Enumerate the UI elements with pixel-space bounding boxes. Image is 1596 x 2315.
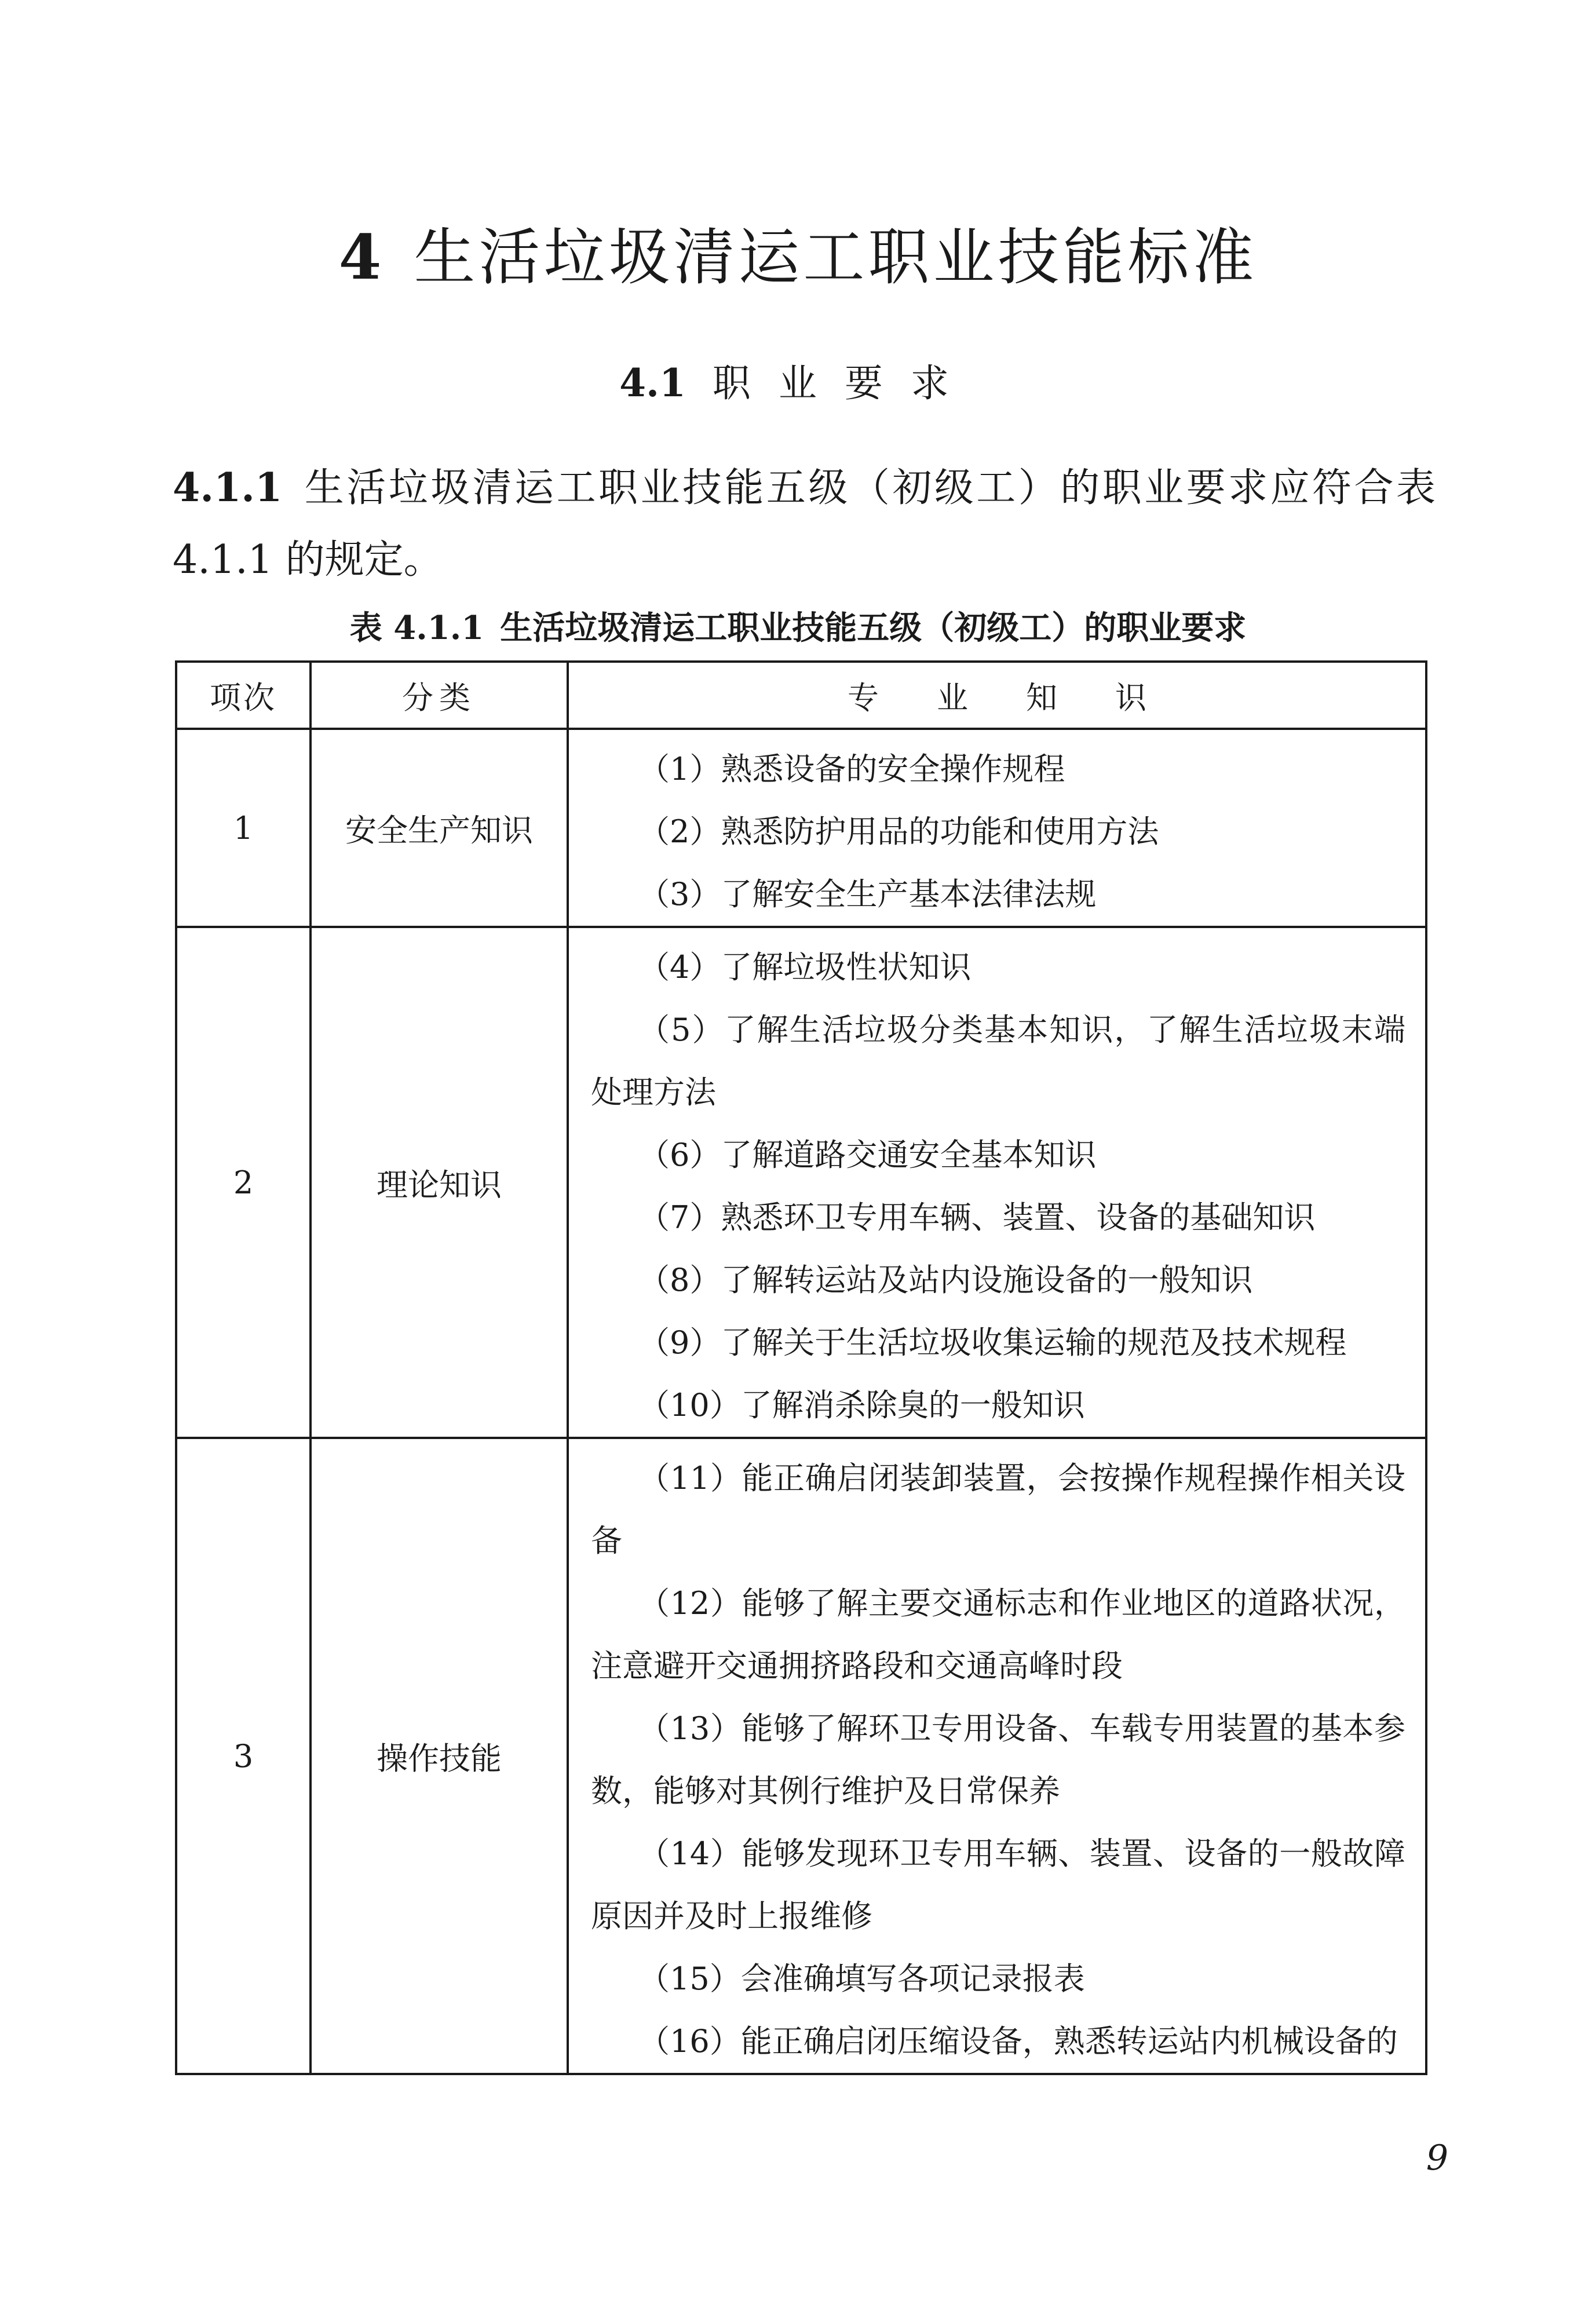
row-number: 3 (176, 1438, 311, 2074)
clause-number: 4.1.1 (173, 465, 283, 511)
section-title (0, 352, 1596, 407)
knowledge-item: （4）了解垃圾性状知识 (638, 949, 972, 985)
knowledge-item: （3）了解安全生产基本法律法规 (638, 876, 1097, 912)
clause-paragraph (173, 452, 1436, 596)
chapter-number: 4 (338, 221, 385, 293)
knowledge-item: （5）了解生活垃圾分类基本知识，了解生活垃圾末端处理方法 (591, 1012, 1405, 1111)
table-header-row (176, 662, 1426, 729)
table-row (176, 1438, 1426, 2074)
knowledge-cell (568, 729, 1426, 927)
knowledge-item: （12）能够了解主要交通标志和作业地区的道路状况，注意避开交通拥挤路段和交通高峰时段 (591, 1585, 1405, 1684)
table-caption-title: 生活垃圾清运工职业技能五级（初级工）的职业要求 (500, 609, 1247, 647)
knowledge-item: （11）能正确启闭装卸装置，会按操作规程操作相关设备 (591, 1460, 1405, 1559)
clause-text: 生活垃圾清运工职业技能五级（初级工）的职业要求应符合表4.1.1 的规定。 (173, 465, 1436, 583)
knowledge-item: （9）了解关于生活垃圾收集运输的规范及技术规程 (638, 1324, 1347, 1361)
section-number: 4.1 (619, 360, 686, 406)
knowledge-item: （2）熟悉防护用品的功能和使用方法 (638, 813, 1159, 850)
header-item-no: 项次 (176, 662, 311, 729)
knowledge-item: （8）了解转运站及站内设施设备的一般知识 (638, 1262, 1253, 1298)
knowledge-item: （6）了解道路交通安全基本知识 (638, 1137, 1097, 1173)
row-category: 安全生产知识 (311, 729, 568, 927)
table-caption (0, 603, 1596, 649)
knowledge-item: （10）了解消杀除臭的一般知识 (638, 1387, 1085, 1423)
section-title-text: 职业要求 (712, 361, 977, 406)
requirements-table (175, 660, 1427, 2075)
header-category: 分类 (311, 662, 568, 729)
table-caption-number: 表 4.1.1 (349, 609, 484, 647)
table-row (176, 927, 1426, 1438)
knowledge-cell (568, 1438, 1426, 2074)
knowledge-item: （15）会准确填写各项记录报表 (638, 1960, 1085, 1997)
knowledge-cell (568, 927, 1426, 1438)
row-number: 1 (176, 729, 311, 927)
row-category: 理论知识 (311, 927, 568, 1438)
knowledge-item: （16）能正确启闭压缩设备，熟悉转运站内机械设备的 (638, 2023, 1398, 2060)
knowledge-item: （1）熟悉设备的安全操作规程 (638, 751, 1065, 787)
row-number: 2 (176, 927, 311, 1438)
row-category: 操作技能 (311, 1438, 568, 2074)
table-row (176, 729, 1426, 927)
knowledge-item: （14）能够发现环卫专用车辆、装置、设备的一般故障原因并及时上报维修 (591, 1835, 1405, 1934)
header-knowledge: 专业知识 (568, 662, 1426, 729)
page-number: 9 (1426, 2138, 1448, 2178)
chapter-title-text: 生活垃圾清运工职业技能标准 (414, 222, 1258, 293)
knowledge-item: （13）能够了解环卫专用设备、车载专用装置的基本参数，能够对其例行维护及日常保养 (591, 1710, 1405, 1809)
knowledge-item: （7）熟悉环卫专用车辆、装置、设备的基础知识 (638, 1199, 1316, 1236)
chapter-title (0, 209, 1596, 297)
